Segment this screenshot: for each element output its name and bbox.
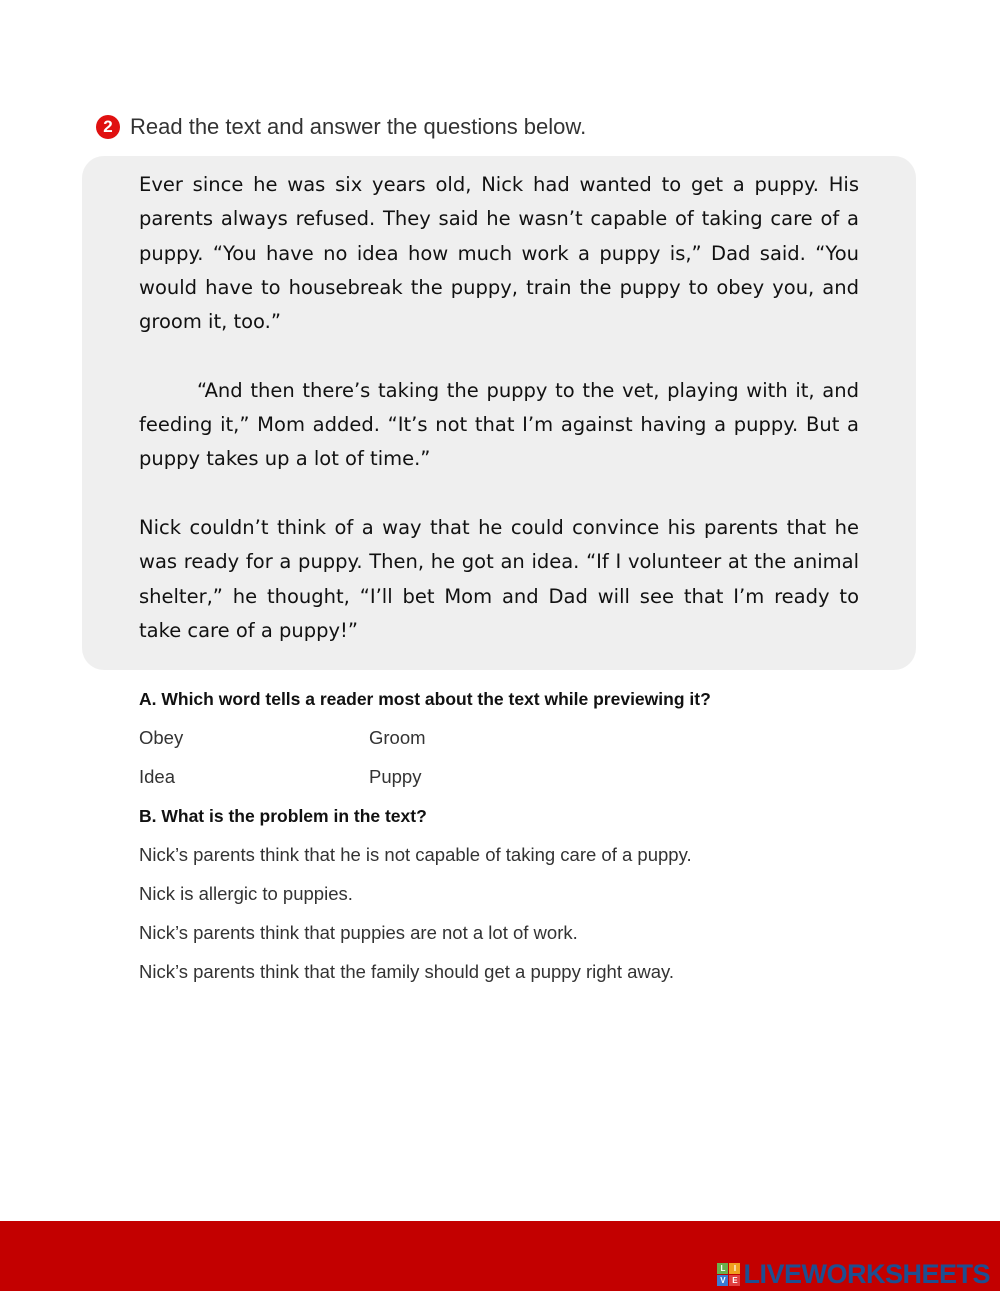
passage-paragraph: “And then there’s taking the puppy to the vet, playing with it, and feeding it,” Mom added. “It’s not that I’m against having a puppy. But a puppy takes up a lot of time.” xyxy=(139,378,859,471)
answer-option-a[interactable]: Obey xyxy=(139,727,184,748)
answer-option-a[interactable]: Groom xyxy=(369,727,426,748)
passage-paragraph: Nick couldn’t think of a way that he could convince his parents that he was ready for a puppy. Then, he got an idea. “If I volunteer at the animal shelter,” he thought, “I’ll bet Mom and Dad will see that I’m ready to take care of a puppy!” xyxy=(139,515,859,642)
question-number-badge: 2 xyxy=(96,115,120,139)
instruction-text: Read the text and answer the questions below. xyxy=(130,114,587,139)
answer-option-b[interactable]: Nick’s parents think that the family should get a puppy right away. xyxy=(139,961,675,982)
logo-letter: V xyxy=(717,1275,728,1286)
footer-bar xyxy=(0,1221,1000,1291)
liveworksheets-logo xyxy=(717,1259,990,1290)
logo-letter: E xyxy=(729,1275,740,1286)
answer-option-b[interactable]: Nick’s parents think that he is not capable of taking care of a puppy. xyxy=(139,844,692,865)
reading-passage xyxy=(139,168,859,682)
instruction xyxy=(96,114,586,140)
logo-letter: I xyxy=(729,1263,740,1274)
question-b: B. What is the problem in the text? xyxy=(139,806,427,826)
logo-letter: L xyxy=(717,1263,728,1274)
logo-icon xyxy=(717,1263,740,1286)
passage-paragraph: Ever since he was six years old, Nick had wanted to get a puppy. His parents always refused. They said he wasn’t capable of taking care of a puppy. “You have no idea how much work a puppy is,” Dad said. “You would have to housebreak the puppy, train the puppy to obey you, and groom it, too.” xyxy=(139,173,859,334)
answer-option-b[interactable]: Nick is allergic to puppies. xyxy=(139,883,353,904)
question-a: A. Which word tells a reader most about the text while previewing it? xyxy=(139,689,711,709)
logo-text: LIVEWORKSHEETS xyxy=(743,1259,990,1289)
answer-option-b[interactable]: Nick’s parents think that puppies are not a lot of work. xyxy=(139,922,578,943)
answer-option-a[interactable]: Idea xyxy=(139,766,176,787)
answer-option-a[interactable]: Puppy xyxy=(369,766,422,787)
